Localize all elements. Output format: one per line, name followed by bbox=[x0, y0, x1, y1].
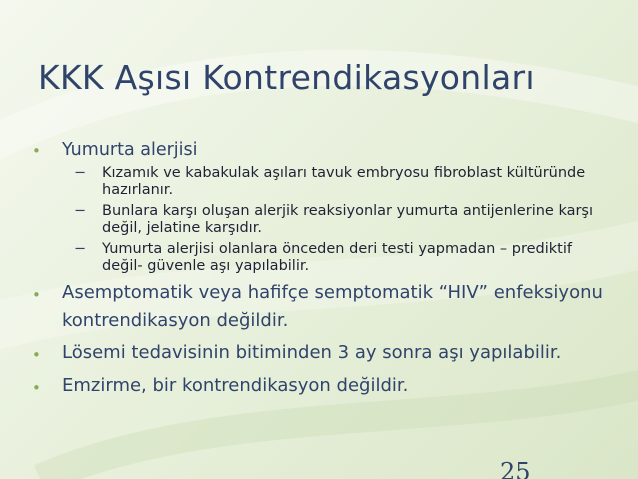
sub-bullet-item bbox=[72, 203, 610, 236]
sub-bullet-marker: − bbox=[74, 203, 87, 219]
slide-title: KKK Aşısı Kontrendikasyonları bbox=[38, 58, 535, 97]
bullet-item-egg-allergy bbox=[30, 138, 610, 274]
bullet-item-breastfeeding bbox=[30, 372, 610, 400]
sub-bullet-marker: − bbox=[74, 165, 87, 181]
bullet-text: Emzirme, bir kontrendikasyon değildir. bbox=[62, 374, 409, 396]
bullet-text: Asemptomatik veya hafifçe semptomatik “HIV” enfeksiyonu kontrendikasyon değildir. bbox=[62, 282, 603, 331]
bullet-marker: • bbox=[32, 286, 41, 304]
sub-bullet-item bbox=[72, 165, 610, 198]
sub-bullet-marker: − bbox=[74, 241, 87, 257]
bullet-item-hiv bbox=[30, 279, 610, 334]
sub-bullet-item bbox=[72, 241, 610, 274]
bullet-text: Yumurta alerjisi bbox=[62, 140, 198, 160]
sub-bullet-text: Yumurta alerjisi olanlara önceden deri testi yapmadan – prediktif değil- güvenle aşı yapılabilir. bbox=[102, 241, 572, 274]
sub-bullet-list bbox=[62, 165, 610, 274]
bullet-list bbox=[30, 138, 610, 399]
bullet-marker: • bbox=[32, 346, 41, 364]
page-number: 25 bbox=[500, 458, 531, 479]
bullet-text: Lösemi tedavisinin bitiminden 3 ay sonra aşı yapılabilir. bbox=[62, 342, 562, 363]
bullet-marker: • bbox=[32, 378, 41, 397]
bullet-marker: • bbox=[32, 142, 41, 160]
sub-bullet-text: Bunlara karşı oluşan alerjik reaksiyonlar yumurta antijenlerine karşı değil, jelatine karşıdır. bbox=[102, 203, 594, 236]
sub-bullet-text: Kızamık ve kabakulak aşıları tavuk embryosu fibroblast kültüründe hazırlanır. bbox=[102, 165, 586, 198]
bullet-item-leukemia bbox=[30, 339, 610, 367]
